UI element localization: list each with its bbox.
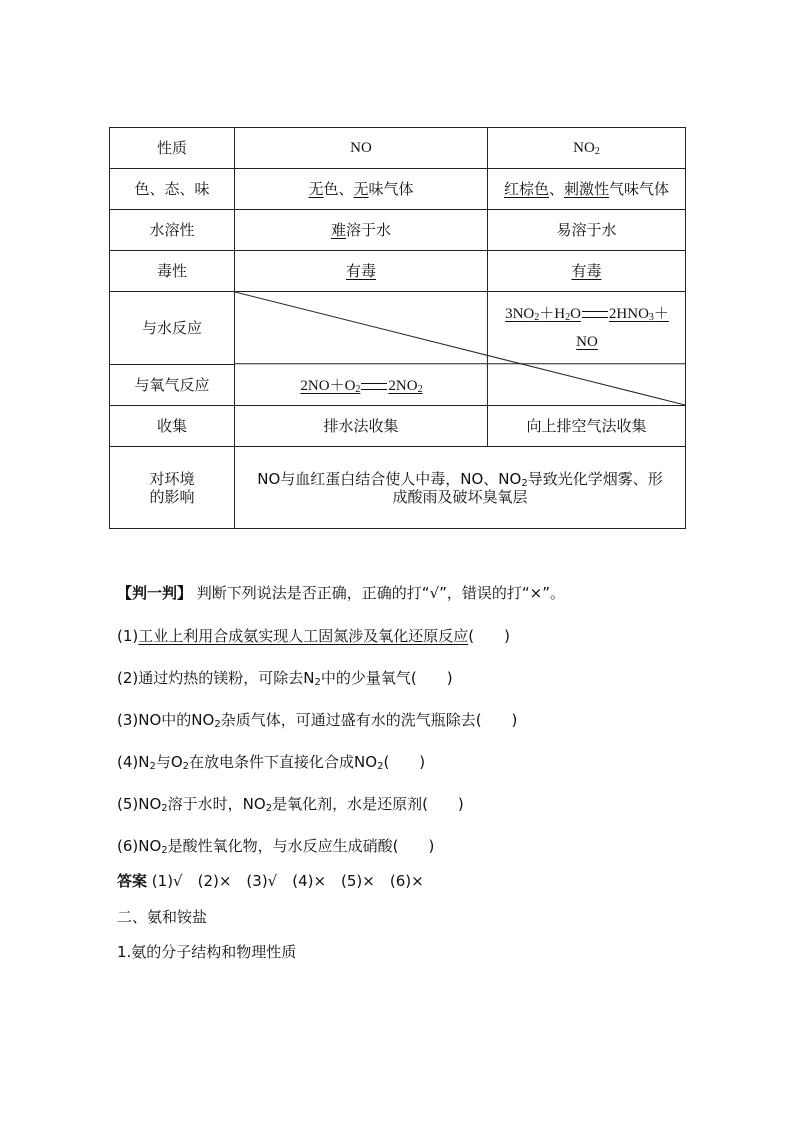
table-row-water-reaction — [110, 292, 686, 365]
table-row-color — [110, 169, 686, 210]
header-no: NO — [235, 128, 488, 169]
no2-color: 红棕色、刺激性气味气体 — [488, 169, 686, 210]
table-row-collection — [110, 406, 686, 447]
judge-item-3: (3)NO中的$NO_2$杂质气体，可通过盛有水的洗气瓶除去( ) — [117, 711, 518, 730]
judge-item-2: (2)通过灼热的镁粉，可除去$N_2$中的少量氧气( ) — [117, 669, 453, 688]
judge-item-5: $(5)NO_2$溶于水时，$NO_2$是氧化剂，水是还原剂( ) — [117, 795, 464, 814]
row-label: 收集 — [110, 406, 235, 447]
section-heading: 二、氨和铵盐 — [117, 908, 208, 926]
no-no2-comparison-table — [109, 127, 686, 529]
no2-water-equation: $3NO_2+H_2O$ $2HNO_3+$ NO — [505, 306, 669, 350]
no-collection: 排水法收集 — [235, 406, 488, 447]
judge-instruction: 【判一判】 判断下列说法是否正确，正确的打“√”，错误的打“×”。 — [117, 584, 566, 602]
table-row-environment — [110, 447, 686, 529]
header-property: 性质 — [110, 128, 235, 169]
row-label: 毒性 — [110, 251, 235, 292]
row-label: 对环境 的影响 — [110, 447, 235, 529]
table-header-row — [110, 128, 686, 169]
row-label: 色、态、味 — [110, 169, 235, 210]
header-no2: $NO_2$ — [488, 128, 686, 169]
no-oxygen-equation: $2NO+O_2$ $2NO_2$ — [300, 378, 423, 395]
no-solubility: 难溶于水 — [235, 210, 488, 251]
reaction-diagonal-cell — [235, 292, 686, 406]
row-label: 与水反应 — [110, 292, 235, 365]
table-row-toxicity — [110, 251, 686, 292]
judge-item-1: (1)工业上利用合成氨实现人工固氮涉及氧化还原反应( ) — [117, 627, 510, 645]
row-label: 水溶性 — [110, 210, 235, 251]
table-row-solubility — [110, 210, 686, 251]
no2-toxicity: 有毒 — [488, 251, 686, 292]
no-toxicity: 有毒 — [235, 251, 488, 292]
environment-impact: NO与血红蛋白结合使人中毒，NO、$NO_2$导致光化学烟雾、形 成酸雨及破坏臭氧层 — [235, 447, 686, 529]
answer-line: 答案 (1)√ (2)× (3)√ (4)× (5)× (6)× — [117, 872, 424, 890]
judge-item-6: $(6)NO_2$是酸性氧化物，与水反应生成硝酸( ) — [117, 837, 435, 856]
no2-collection: 向上排空气法收集 — [488, 406, 686, 447]
row-label: 与氧气反应 — [110, 365, 235, 406]
judge-item-4: $(4)N_2$与$O_2$在放电条件下直接化合成$NO_2$( ) — [117, 753, 426, 772]
section-subheading: 1.氨的分子结构和物理性质 — [117, 943, 297, 961]
no-color: 无色、无味气体 — [235, 169, 488, 210]
no2-solubility: 易溶于水 — [488, 210, 686, 251]
